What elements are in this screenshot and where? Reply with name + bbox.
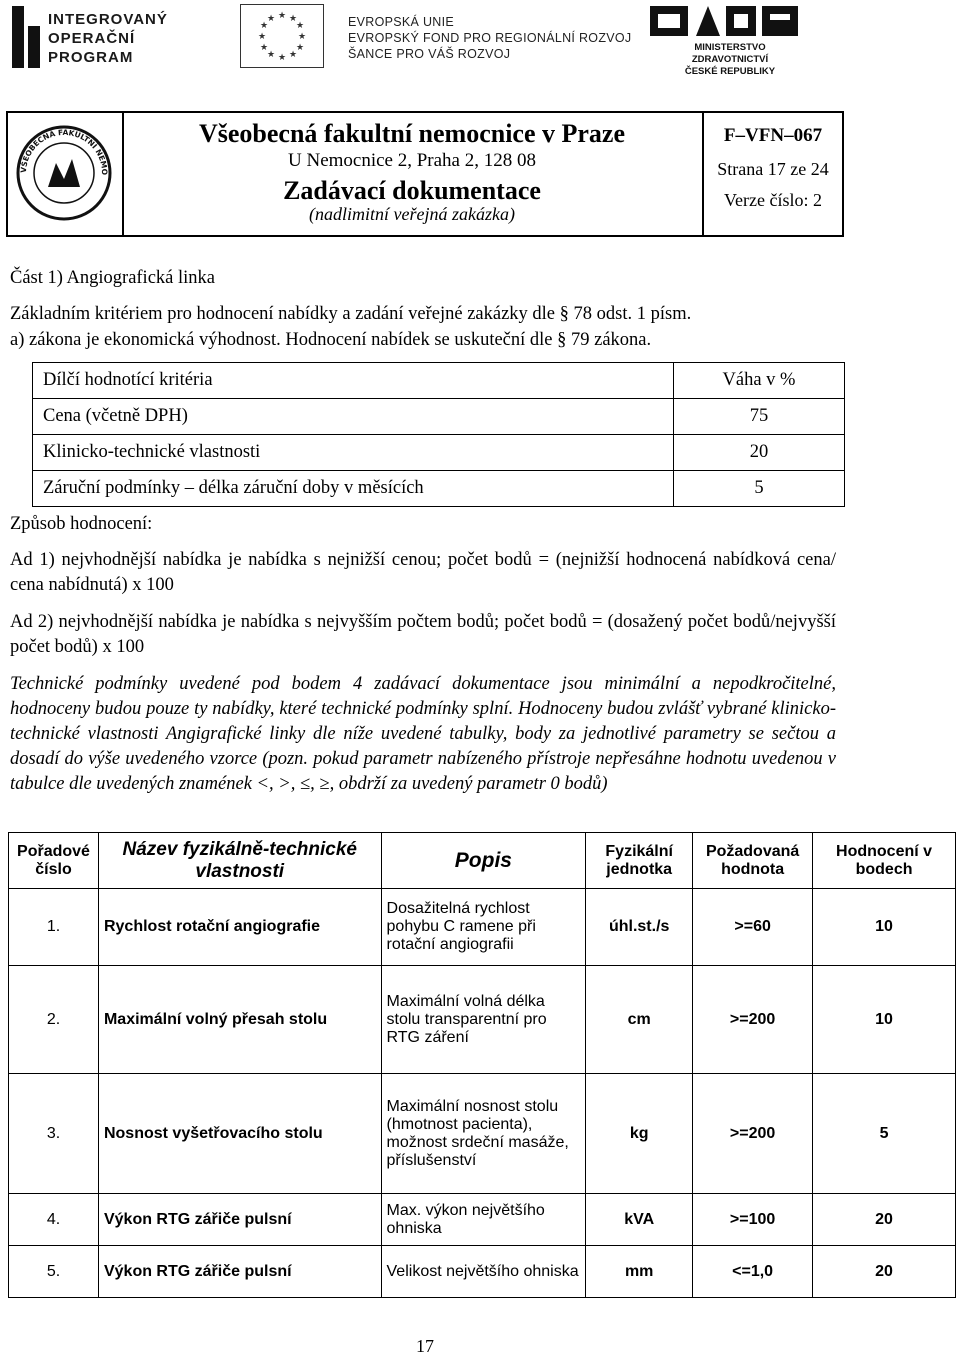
- svg-text:★: ★: [277, 53, 287, 63]
- header-middle: [122, 113, 704, 235]
- method-label: Způsob hodnocení:: [10, 514, 153, 534]
- table-row: [9, 1194, 956, 1246]
- hospital-address: U Nemocnice 2, Praha 2, 128 08: [288, 150, 536, 171]
- parameters-table: [8, 832, 956, 1298]
- seal-cell: [8, 113, 124, 235]
- row-desc: Max. výkon největšího ohniska: [381, 1194, 586, 1246]
- svg-text:★: ★: [288, 14, 298, 24]
- mz-text: [655, 42, 805, 78]
- col-header-name: Název fyzikálně-technické vlastnosti: [98, 833, 381, 889]
- criterion-label: Klinicko-technické vlastnosti: [33, 435, 674, 471]
- row-unit: kg: [586, 1074, 693, 1194]
- row-required: >=200: [693, 966, 813, 1074]
- document-title: Zadávací dokumentace: [283, 176, 541, 205]
- svg-text:★: ★: [266, 14, 276, 24]
- row-order: 3.: [9, 1074, 99, 1194]
- criterion-label: Cena (včetně DPH): [33, 399, 674, 435]
- mz-mark-icon: [650, 4, 800, 40]
- criterion-label: Záruční podmínky – délka záruční doby v měsících: [33, 471, 674, 507]
- row-name: Výkon RTG zářiče pulsní: [98, 1246, 381, 1298]
- row-unit: úhl.st./s: [586, 889, 693, 966]
- document-subtitle: (nadlimitní veřejná zakázka): [309, 204, 515, 224]
- hospital-seal-icon: [8, 113, 118, 235]
- row-desc: Maximální nosnost stolu (hmotnost pacienta), možnost srdeční masáže, příslušenství: [381, 1074, 586, 1194]
- row-unit: mm: [586, 1246, 693, 1298]
- row-points: 5: [813, 1074, 956, 1194]
- row-order: 4.: [9, 1194, 99, 1246]
- table-row: [33, 399, 845, 435]
- ad2-paragraph: Ad 2) nejvhodnější nabídka je nabídka s nejvyšším počtem bodů; počet bodů = (dosažený počet bodů/nejvyšší počet bodů) x 100: [10, 612, 836, 657]
- row-name: Výkon RTG zářiče pulsní: [98, 1194, 381, 1246]
- iop-mark-icon: [12, 6, 42, 68]
- table-header-row: [33, 363, 845, 399]
- criterion-weight: 75: [674, 399, 845, 435]
- technical-note: Technické podmínky uvedené pod bodem 4 zadávací dokumentace jsou minimální a nepodkročitelné, hodnoceny budou pouze ty nabídky, které technické podmínky splní. Hodnoceny budou zvlášť vybrané klinicko-technické vlastnosti Angigrafické linky dle níže uvedené tabulky, body za jednotlivé parametry se sečtou a dosadí do výše uvedeného vzorce (pozn. pokud parametr nabízeného přístroje nepřesáhne hodnotu uvedenou v tabulce dle uvedených znamének <, >, ≤, ≥, obdrží za uvedený parametr 0 bodů): [10, 674, 836, 794]
- weight-header: Váha v %: [674, 363, 845, 399]
- criteria-header: Dílčí hodnotící kritéria: [33, 363, 674, 399]
- row-name: Rychlost rotační angiografie: [98, 889, 381, 966]
- eu-text: [348, 14, 631, 62]
- eu-line-3: ŠANCE PRO VÁŠ ROZVOJ: [348, 47, 511, 61]
- row-desc: Velikost největšího ohniska: [381, 1246, 586, 1298]
- page-of-total: Strana 17 ze 24: [717, 159, 829, 179]
- svg-text:★: ★: [295, 21, 305, 31]
- row-required: <=1,0: [693, 1246, 813, 1298]
- row-points: 20: [813, 1246, 956, 1298]
- eu-line-1: EVROPSKÁ UNIE: [348, 15, 455, 29]
- criterion-weight: 20: [674, 435, 845, 471]
- table-row: [9, 889, 956, 966]
- table-row: [9, 1246, 956, 1298]
- row-order: 5.: [9, 1246, 99, 1298]
- table-row: [33, 435, 845, 471]
- part-title: Část 1) Angiografická linka: [10, 268, 215, 288]
- intro-line-1: Základním kritériem pro hodnocení nabídky a zadání veřejné zakázky dle § 78 odst. 1 písm.: [10, 304, 692, 324]
- intro-line-2: a) zákona je ekonomická výhodnost. Hodnocení nabídek se uskuteční dle § 79 zákona.: [10, 330, 652, 350]
- table-header-row: [9, 833, 956, 889]
- svg-text:★: ★: [259, 43, 269, 53]
- svg-text:★: ★: [257, 32, 267, 42]
- iop-line-1: INTEGROVANÝ: [48, 11, 168, 28]
- row-unit: kVA: [586, 1194, 693, 1246]
- row-order: 2.: [9, 966, 99, 1074]
- mz-line-2: ČESKÉ REPUBLIKY: [684, 66, 776, 77]
- svg-text:★: ★: [259, 21, 269, 31]
- ad1-paragraph: Ad 1) nejvhodnější nabídka je nabídka s nejnižší cenou; počet bodů = (nejnižší hodnocená nabídková cena/ cena nabídnutá) x 100: [10, 550, 836, 595]
- header-right: [704, 113, 842, 235]
- version-number: Verze číslo: 2: [724, 190, 822, 210]
- svg-text:★: ★: [277, 11, 287, 21]
- row-desc: Maximální volná délka stolu transparentní pro RTG záření: [381, 966, 586, 1074]
- iop-line-2: OPERAČNÍ: [48, 30, 136, 47]
- row-name: Maximální volný přesah stolu: [98, 966, 381, 1074]
- row-points: 10: [813, 889, 956, 966]
- row-required: >=60: [693, 889, 813, 966]
- mz-line-1: MINISTERSTVO ZDRAVOTNICTVÍ: [691, 42, 769, 65]
- eu-flag-icon: [240, 4, 324, 68]
- table-row: [33, 471, 845, 507]
- eu-line-2: EVROPSKÝ FOND PRO REGIONÁLNÍ ROZVOJ: [348, 31, 632, 45]
- document-code: F–VFN–067: [723, 125, 823, 146]
- criteria-weights-table: [32, 362, 845, 507]
- col-header-order: Pořadové číslo: [9, 833, 99, 889]
- seal-text: VŠEOBECNÁ FAKULTNÍ NEMO: [18, 127, 110, 176]
- row-desc: Dosažitelná rychlost pohybu C ramene při rotační angiografii: [381, 889, 586, 966]
- criterion-weight: 5: [674, 471, 845, 507]
- svg-text:★: ★: [266, 50, 276, 60]
- svg-text:★: ★: [295, 43, 305, 53]
- table-row: [9, 966, 956, 1074]
- col-header-unit: Fyzikální jednotka: [586, 833, 693, 889]
- hospital-title: Všeobecná fakultní nemocnice v Praze: [198, 119, 626, 148]
- table-row: [9, 1074, 956, 1194]
- row-points: 20: [813, 1194, 956, 1246]
- col-header-points: Hodnocení v bodech: [813, 833, 956, 889]
- document-header: [6, 111, 844, 237]
- col-header-desc: Popis: [381, 833, 586, 889]
- col-header-required: Požadovaná hodnota: [693, 833, 813, 889]
- row-unit: cm: [586, 966, 693, 1074]
- svg-text:★: ★: [297, 32, 307, 42]
- row-required: >=100: [693, 1194, 813, 1246]
- iop-logo: [12, 4, 212, 70]
- iop-line-3: PROGRAM: [48, 49, 134, 66]
- svg-text:★: ★: [288, 50, 298, 60]
- row-name: Nosnost vyšetřovacího stolu: [98, 1074, 381, 1194]
- row-required: >=200: [693, 1074, 813, 1194]
- row-order: 1.: [9, 889, 99, 966]
- row-points: 10: [813, 966, 956, 1074]
- page-number: 17: [416, 1336, 434, 1356]
